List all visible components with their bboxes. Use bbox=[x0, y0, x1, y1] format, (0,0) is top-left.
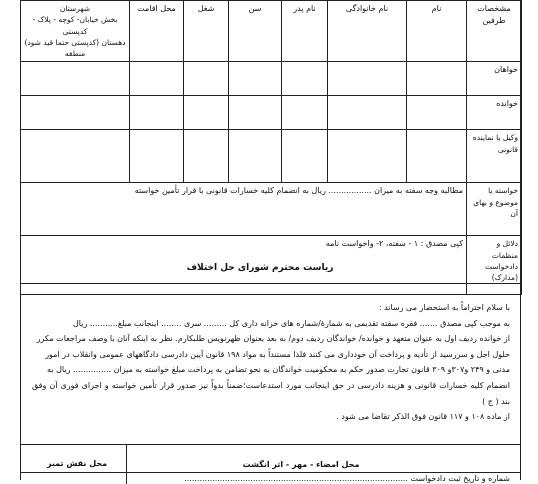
table-cell[interactable] bbox=[407, 96, 467, 130]
body-line: مدنی و ۲۴۹ و۳۰۷و ۳۰۹ قانون تجارت صدور حکم به محکومیت خواندگان به نحو تضامن به پرداخت مبلغ خواسته به میزان ............... ریال به bbox=[47, 365, 510, 375]
table-cell[interactable] bbox=[328, 96, 407, 130]
header-age: سن bbox=[229, 1, 282, 62]
request-text[interactable]: مطالبه وجه سفته به میزان ................. ریال به انضمام کلیه خسارات قانونی با قرار تأمین خواسته bbox=[21, 183, 467, 236]
table-cell[interactable] bbox=[184, 96, 229, 130]
body-line: انضمام کلیه خسارات قانونی و هزینه دادرسی در حق اینجانب مورد استدعاست؛ضمناً بدواً نیز صدور قرار تأمین خواسته و اجرای فوری آن وفق بند ( ج ) bbox=[32, 380, 510, 406]
header-job: شغل bbox=[184, 1, 229, 62]
lawyer-label: وکیل یا نماینده قانونی bbox=[467, 130, 522, 183]
table-cell[interactable] bbox=[407, 130, 467, 183]
header-address-line: دهستان (کدپستی حتما قید شود) bbox=[24, 37, 126, 47]
council-title: ریاست محترم شورای حل اختلاف bbox=[186, 263, 334, 273]
table-cell[interactable] bbox=[184, 130, 229, 183]
divider bbox=[20, 472, 521, 473]
table-cell[interactable] bbox=[282, 96, 328, 130]
petition-body[interactable] bbox=[32, 300, 510, 425]
body-line: حلول اجل و سررسید از تأدیه و پرداخت آن خودداری می کنند فلذا مستنداً به مواد ۱۹۸ قانون آیین دادرسی دادگاههای عمومی وانقلاب در امور bbox=[45, 349, 510, 359]
evidence-label: دلائل و منظمات دادخواست (مدارک) bbox=[467, 236, 522, 295]
parties-table bbox=[20, 0, 522, 295]
header-address-line: منطقه bbox=[64, 49, 86, 58]
header-father: نام پدر bbox=[282, 1, 328, 62]
table-cell[interactable] bbox=[328, 62, 407, 96]
table-cell[interactable] bbox=[328, 130, 407, 183]
header-residence: محل اقامت bbox=[130, 1, 184, 62]
defendant-row bbox=[21, 96, 522, 130]
defendant-label: خوانده bbox=[467, 96, 522, 130]
divider bbox=[20, 444, 521, 445]
table-cell[interactable] bbox=[130, 62, 184, 96]
header-address-line: شهرستان bbox=[59, 4, 91, 13]
table-header-row bbox=[21, 1, 522, 62]
divider bbox=[20, 283, 521, 284]
table-cell[interactable] bbox=[184, 62, 229, 96]
request-row bbox=[21, 183, 522, 236]
body-line: به موجب کپی مصدق ....... فقره سفته تقدیمی به شمارهٔ/شماره های خزانه داری کل ......... سری ........ اینجانب مبلغ........... ریال bbox=[72, 318, 510, 328]
body-line: با سلام احتراماً به استحضار می رساند : bbox=[378, 303, 510, 312]
header-family: نام خانوادگی bbox=[328, 1, 407, 62]
table-cell[interactable] bbox=[130, 130, 184, 183]
table-cell[interactable] bbox=[282, 62, 328, 96]
lawyer-row bbox=[21, 130, 522, 183]
header-parties: مشخصات طرفین bbox=[467, 1, 522, 62]
evidence-text[interactable]: کپی مصدق : ۱ - سفته، ۲- واخواست نامه bbox=[21, 236, 467, 295]
plaintiff-row bbox=[21, 62, 522, 96]
table-cell[interactable] bbox=[21, 62, 130, 96]
table-cell[interactable] bbox=[407, 62, 467, 96]
body-line: از ماده ۱۰۸ و ۱۱۷ قانون فوق الذکر تقاضا می شود . bbox=[336, 412, 510, 422]
body-line: از خوانده ردیف اول به عنوان متعهد و خوانده/ خواندگان ردیف دوم/ به بعد بعنوان ظهرنویس طلبکارم. نظر به اینکه آنان با وصف مراجعات مکرر bbox=[36, 334, 510, 344]
header-address bbox=[21, 1, 130, 62]
header-address-line: بخش خیابان- کوچه - پلاک - کدپستی bbox=[32, 15, 118, 36]
stamp-area[interactable]: محل نقش تمبر bbox=[46, 459, 108, 468]
table-cell[interactable] bbox=[229, 96, 282, 130]
signature-area[interactable]: محل امضاء - مهر - اثر انگشت bbox=[242, 460, 360, 469]
table-cell[interactable] bbox=[229, 62, 282, 96]
stamp-divider bbox=[126, 444, 127, 484]
registration-footer: شماره و تاریخ ثبت دادخواست ........................................................................................ bbox=[184, 474, 510, 483]
table-cell[interactable] bbox=[282, 130, 328, 183]
table-cell[interactable] bbox=[21, 130, 130, 183]
table-cell[interactable] bbox=[229, 130, 282, 183]
request-label: خواسته یا موضوع و بهای آن bbox=[467, 183, 522, 236]
table-cell[interactable] bbox=[21, 96, 130, 130]
header-name: نام bbox=[407, 1, 467, 62]
plaintiff-label: خواهان bbox=[467, 62, 522, 96]
table-cell[interactable] bbox=[130, 96, 184, 130]
